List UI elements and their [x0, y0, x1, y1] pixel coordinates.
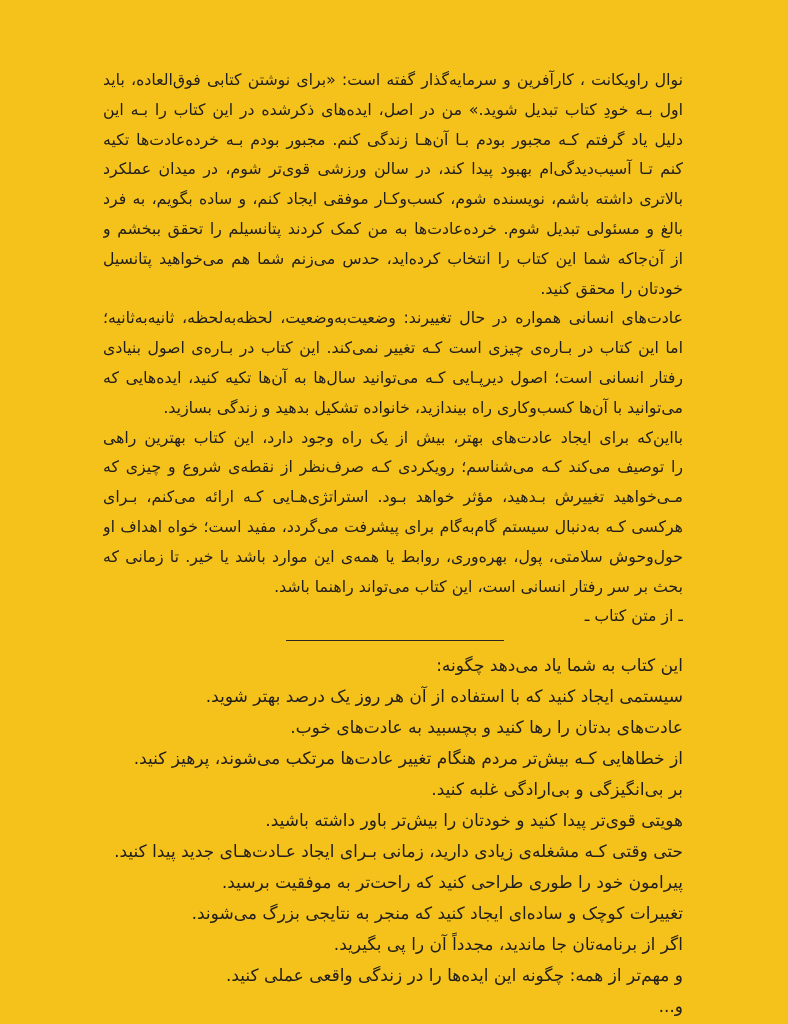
excerpt-line: بالغ و مسئولی تبدیل شوم. خرده‌عادت‌ها به من کمک کردند پتانسیلم را تحقق ببخشم و: [103, 218, 683, 238]
excerpt-line: خودتان را محقق کنید.: [540, 278, 683, 298]
excerpt-line: را توصیف می‌کند کـه می‌شناسم؛ رویکردی کـه صرف‌نظر از نقطه‌ی شروع و چیزی که: [103, 457, 683, 477]
excerpt-line: بااین‌که برای ایجاد عادت‌های بهتر، بیش از یک راه وجود دارد، این کتاب بهترین راهی: [103, 427, 683, 447]
excerpt-line: هرکسی کـه به‌دنبال سیستم گام‌به‌گام برای پیشرفت می‌گردد، مفید است؛ خواه اهداف او: [103, 516, 683, 536]
excerpt-line: رفتار انسانی است؛ اصول دیرپـایی کـه می‌توانید سال‌ها به آن‌ها تکیه کنید، ایده‌هایی که: [103, 367, 683, 387]
feature-item: حتی وقتی کـه مشغله‌ی زیادی دارید، زمانی بـرای ایجاد عـادت‌هـای جدید پیدا کنید.: [114, 842, 683, 862]
feature-item: هویتی قوی‌تر پیدا کنید و خودتان را بیش‌تر باور داشته باشید.: [265, 811, 683, 831]
feature-item: سیستمی ایجاد کنید که با استفاده از آن هر روز یک درصد بهتر شوید.: [205, 687, 683, 707]
excerpt-line: بالاتری داشته باشم، نویسنده شوم، کسب‌وکـار موفقی ایجاد کنم، و ساده بگویم، به فرد: [103, 189, 683, 209]
feature-item: و مهم‌تر از همه: چگونه این ایده‌ها را در زندگی واقعی عملی کنید.: [225, 966, 683, 986]
section-divider: [286, 640, 504, 641]
feature-item: عادت‌های بدتان را رها کنید و بچسبید به عادت‌های خوب.: [290, 718, 683, 738]
book-features-list: [103, 651, 683, 1023]
feature-item: بر بی‌انگیزگی و بی‌ارادگی غلبه کنید.: [431, 780, 683, 800]
excerpt-attribution: ـ از متن کتاب ـ: [584, 606, 683, 626]
excerpt-line: از آن‌جاکه شما این کتاب را انتخاب کرده‌اید، حدس می‌زنم شما هم می‌خواهید پتانسیل: [103, 248, 683, 268]
feature-item: اگر از برنامه‌تان جا ماندید، مجدداً آن را پی بگیرید.: [333, 935, 683, 955]
excerpt-line: اول بـه خودِ کتاب تبدیل شوید.» من در اصل، ایده‌های ذکرشده در این کتاب را بـه این: [103, 99, 683, 119]
excerpt-line: عادت‌های انسانی همواره در حال تغییرند: وضعیت‌به‌وضعیت، لحظه‌به‌لحظه، ثانیه‌به‌ثانیه؛: [103, 308, 683, 328]
excerpt-line: اما این کتاب در بـاره‌ی چیزی است کـه تغییر نمی‌کند. این کتاب در بـاره‌ی اصول بنیادی: [103, 338, 683, 358]
excerpt-line: مـی‌خواهید تغییرش بـدهید، مؤثر خواهد بـود. استراتژی‌هـایی کـه ارائه می‌کنم، بـرای: [103, 487, 683, 507]
excerpt-line: حول‌وحوش سلامتی، پول، بهره‌وری، روابط یا همه‌ی این موارد باشد یا خیر. تا زمانی که: [103, 546, 683, 566]
excerpt-line: دلیل یاد گرفتم کـه مجبور بودم بـا آن‌هـا زندگی کنم. مجبور بودم بـه خرده‌عادت‌ها تکیه: [103, 129, 683, 149]
features-intro: این کتاب به شما یاد می‌دهد چگونه:: [436, 656, 683, 676]
excerpt-line: می‌توانید با آن‌ها کسب‌وکاری راه بیندازید، خانواده تشکیل بدهید و زندگی بسازید.: [163, 397, 683, 417]
excerpt-line: بحث بر سر رفتار انسانی است، این کتاب می‌تواند راهنما باشد.: [274, 576, 683, 596]
feature-item: پیرامون خود را طوری طراحی کنید که راحت‌تر به موفقیت برسید.: [221, 873, 683, 893]
feature-item: تغییرات کوچک و ساده‌ای ایجاد کنید که منجر به نتایجی بزرگ می‌شوند.: [191, 904, 683, 924]
excerpt-line: کنم تـا آسیب‌دیدگی‌ام بهبود پیدا کند، در سالن ورزشی قوی‌تر شوم، در میدان عملکرد: [103, 159, 683, 179]
book-excerpt: [103, 65, 683, 631]
features-more: و...: [658, 997, 683, 1017]
excerpt-line: نوال راویکانت ، کارآفرین و سرمایه‌گذار گفته است: «برای نوشتن کتابی فوق‌العاده، باید: [103, 70, 683, 89]
feature-item: از خطاهایی کـه بیش‌تر مردم هنگام تغییر عادت‌ها مرتکب می‌شوند، پرهیز کنید.: [133, 749, 683, 769]
